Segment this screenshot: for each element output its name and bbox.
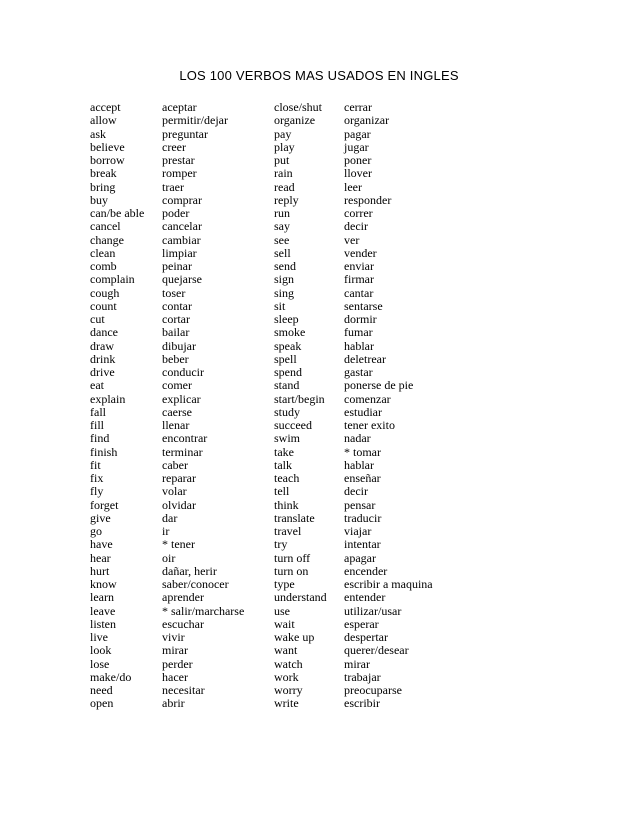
english-verb: work bbox=[274, 669, 299, 684]
spanish-translation: dormir bbox=[344, 312, 377, 326]
spanish-translation: escribir a maquina bbox=[344, 577, 433, 591]
spanish-verbs-column-2 bbox=[344, 101, 433, 711]
english-verb: clean bbox=[90, 245, 116, 260]
spanish-translation: llover bbox=[344, 166, 372, 181]
english-verb: live bbox=[90, 630, 108, 644]
spanish-translation: abrir bbox=[162, 696, 185, 711]
spanish-translation: intentar bbox=[344, 537, 381, 552]
english-verb: know bbox=[90, 577, 117, 591]
english-verb: hurt bbox=[90, 563, 110, 578]
spanish-translation: organizar bbox=[344, 113, 390, 128]
spanish-translation: escuchar bbox=[162, 616, 204, 631]
english-verb: speak bbox=[274, 338, 302, 353]
english-verb: buy bbox=[90, 192, 108, 207]
english-verb: explain bbox=[90, 391, 126, 406]
spanish-translation: romper bbox=[162, 166, 197, 181]
english-verb: cough bbox=[90, 285, 120, 300]
english-verb: find bbox=[90, 431, 110, 446]
spanish-translation: perder bbox=[162, 656, 193, 671]
english-verb: reply bbox=[274, 192, 299, 207]
english-verb: borrow bbox=[90, 153, 125, 167]
english-verb: succeed bbox=[274, 418, 312, 432]
english-verb: fit bbox=[90, 457, 101, 472]
spanish-translation: prestar bbox=[162, 153, 195, 167]
english-verb: sleep bbox=[274, 312, 299, 326]
spanish-translation: creer bbox=[162, 139, 186, 154]
spanish-translation: llenar bbox=[162, 418, 190, 432]
spanish-translation: tener exito bbox=[344, 418, 395, 432]
spanish-translation: despertar bbox=[344, 630, 388, 644]
spanish-translation: jugar bbox=[344, 139, 369, 154]
english-verb: complain bbox=[90, 272, 135, 287]
spanish-translation: * tomar bbox=[344, 444, 381, 459]
english-verbs-column-2 bbox=[274, 101, 327, 711]
spanish-translation: cortar bbox=[162, 312, 190, 326]
spanish-translation: preocuparse bbox=[344, 683, 402, 697]
english-verb: can/be able bbox=[90, 206, 145, 220]
spanish-translation: necesitar bbox=[162, 683, 205, 697]
english-verb: start/begin bbox=[274, 391, 325, 406]
spanish-translation: olvidar bbox=[162, 497, 196, 512]
spanish-translation: comer bbox=[162, 378, 192, 393]
english-verb: sit bbox=[274, 298, 286, 313]
spanish-translation: deletrear bbox=[344, 351, 386, 366]
spanish-translation: terminar bbox=[162, 444, 203, 459]
spanish-translation: enviar bbox=[344, 259, 374, 273]
spanish-translation: toser bbox=[162, 285, 186, 300]
english-verb: sing bbox=[274, 285, 295, 300]
english-verb: play bbox=[274, 139, 295, 154]
english-verb: drive bbox=[90, 365, 115, 379]
spanish-translation: * tener bbox=[162, 537, 195, 552]
english-verb: worry bbox=[274, 683, 303, 697]
english-verb: watch bbox=[274, 656, 303, 671]
spanish-translation: hablar bbox=[344, 457, 374, 472]
english-verb: have bbox=[90, 537, 113, 552]
spanish-translation: quejarse bbox=[162, 272, 202, 287]
english-verb: see bbox=[274, 232, 290, 247]
english-verb: understand bbox=[274, 590, 327, 605]
english-verb: lose bbox=[90, 656, 110, 671]
english-verb: cancel bbox=[90, 219, 121, 234]
english-verb: finish bbox=[90, 444, 118, 459]
spanish-translation: entender bbox=[344, 590, 386, 605]
spanish-translation: trabajar bbox=[344, 669, 381, 684]
english-verb: sell bbox=[274, 245, 291, 260]
english-verb: travel bbox=[274, 524, 302, 538]
english-verb: organize bbox=[274, 113, 316, 128]
spanish-translation: vender bbox=[344, 245, 377, 260]
english-verb: put bbox=[274, 153, 290, 167]
spanish-translation: pagar bbox=[344, 126, 371, 141]
english-verb: open bbox=[90, 696, 114, 711]
spanish-translation: contar bbox=[162, 298, 192, 313]
english-verb: swim bbox=[274, 431, 301, 446]
english-verb: drink bbox=[90, 351, 116, 366]
spanish-translation: dañar, herir bbox=[162, 563, 217, 578]
english-verb: turn off bbox=[274, 550, 311, 565]
english-verb: think bbox=[274, 497, 299, 512]
spanish-translation: enseñar bbox=[344, 471, 381, 485]
english-verb: smoke bbox=[274, 325, 306, 340]
spanish-translation: esperar bbox=[344, 616, 379, 631]
english-verb: ask bbox=[90, 126, 106, 141]
english-verb: try bbox=[274, 537, 288, 552]
spanish-translation: caerse bbox=[162, 404, 192, 419]
spanish-translation: saber/conocer bbox=[162, 577, 229, 591]
spanish-translation: traducir bbox=[344, 510, 382, 525]
english-verb: stand bbox=[274, 378, 300, 393]
english-verb: fill bbox=[90, 418, 104, 432]
spanish-translation: beber bbox=[162, 351, 189, 366]
spanish-translation: gastar bbox=[344, 365, 373, 379]
spanish-translation: dar bbox=[162, 510, 178, 525]
english-verb: wait bbox=[274, 616, 295, 631]
spanish-translation: cambiar bbox=[162, 232, 201, 247]
spanish-translation: apagar bbox=[344, 550, 376, 565]
spanish-translation: escribir bbox=[344, 696, 380, 711]
english-verb: change bbox=[90, 232, 124, 247]
spanish-translation: * salir/marcharse bbox=[162, 603, 245, 618]
spanish-translation: viajar bbox=[344, 524, 372, 538]
spanish-translation: mirar bbox=[344, 656, 370, 671]
spanish-translation: caber bbox=[162, 457, 188, 472]
english-verb: leave bbox=[90, 603, 116, 618]
spanish-translation: reparar bbox=[162, 471, 196, 485]
spanish-translation: encender bbox=[344, 563, 388, 578]
english-verbs-column-1 bbox=[90, 101, 144, 711]
english-verb: dance bbox=[90, 325, 118, 340]
spanish-translation: conducir bbox=[162, 365, 204, 379]
english-verb: teach bbox=[274, 471, 300, 485]
english-verb: close/shut bbox=[274, 100, 322, 114]
spanish-translation: comprar bbox=[162, 192, 202, 207]
spanish-translation: dibujar bbox=[162, 338, 196, 353]
english-verb: rain bbox=[274, 166, 293, 181]
spanish-translation: aprender bbox=[162, 590, 204, 605]
english-verb: study bbox=[274, 404, 301, 419]
spanish-translation: bailar bbox=[162, 325, 190, 340]
english-verb: tell bbox=[274, 484, 290, 499]
spanish-translation: fumar bbox=[344, 325, 373, 340]
spanish-translation: permitir/dejar bbox=[162, 113, 228, 128]
spanish-translation: estudiar bbox=[344, 404, 382, 419]
spanish-translation: oir bbox=[162, 550, 176, 565]
spanish-translation: utilizar/usar bbox=[344, 603, 402, 618]
english-verb: cut bbox=[90, 312, 105, 326]
english-verb: use bbox=[274, 603, 290, 618]
english-verb: want bbox=[274, 643, 298, 658]
english-verb: make/do bbox=[90, 669, 132, 684]
spanish-translation: firmar bbox=[344, 272, 374, 287]
english-verb: go bbox=[90, 524, 102, 538]
english-verb: break bbox=[90, 166, 117, 181]
spanish-translation: explicar bbox=[162, 391, 201, 406]
english-verb: need bbox=[90, 683, 113, 697]
spanish-translation: querer/desear bbox=[344, 643, 409, 658]
page-title: LOS 100 VERBOS MAS USADOS EN INGLES bbox=[179, 68, 459, 83]
english-verb: run bbox=[274, 206, 290, 220]
english-verb: type bbox=[274, 577, 295, 591]
spanish-translation: peinar bbox=[162, 259, 192, 273]
spanish-translation: encontrar bbox=[162, 431, 208, 446]
spanish-translation: ver bbox=[344, 232, 360, 247]
spanish-translation: responder bbox=[344, 192, 392, 207]
spanish-translation: cerrar bbox=[344, 100, 372, 114]
spanish-translation: leer bbox=[344, 179, 362, 194]
spanish-translation: nadar bbox=[344, 431, 371, 446]
english-verb: take bbox=[274, 444, 294, 459]
english-verb: wake up bbox=[274, 630, 315, 644]
english-verb: listen bbox=[90, 616, 116, 631]
english-verb: fall bbox=[90, 404, 106, 419]
english-verb: give bbox=[90, 510, 111, 525]
spanish-translation: sentarse bbox=[344, 298, 383, 313]
english-verb: look bbox=[90, 643, 112, 658]
spanish-translation: comenzar bbox=[344, 391, 391, 406]
english-verb: fly bbox=[90, 484, 104, 499]
english-verb: fix bbox=[90, 471, 104, 485]
english-verb: forget bbox=[90, 497, 119, 512]
english-verb: allow bbox=[90, 113, 117, 128]
spanish-translation: hacer bbox=[162, 669, 188, 684]
spanish-translation: pensar bbox=[344, 497, 376, 512]
spanish-translation: preguntar bbox=[162, 126, 208, 141]
english-verb: learn bbox=[90, 590, 114, 605]
english-verb: turn on bbox=[274, 563, 309, 578]
spanish-translation: vivir bbox=[162, 630, 185, 644]
spanish-translation: hablar bbox=[344, 338, 374, 353]
spanish-translation: decir bbox=[344, 219, 368, 234]
english-verb: comb bbox=[90, 259, 117, 273]
spanish-translation: mirar bbox=[162, 643, 188, 658]
spanish-translation: correr bbox=[344, 206, 373, 220]
english-verb: eat bbox=[90, 378, 104, 393]
spanish-translation: poner bbox=[344, 153, 372, 167]
english-verb: write bbox=[274, 696, 299, 711]
english-verb: translate bbox=[274, 510, 315, 525]
english-verb: spell bbox=[274, 351, 297, 366]
english-verb: bring bbox=[90, 179, 116, 194]
english-verb: talk bbox=[274, 457, 292, 472]
english-verb: draw bbox=[90, 338, 114, 353]
english-verb: count bbox=[90, 298, 117, 313]
spanish-translation: aceptar bbox=[162, 100, 197, 114]
english-verb: believe bbox=[90, 139, 125, 154]
english-verb: accept bbox=[90, 100, 121, 114]
english-verb: hear bbox=[90, 550, 111, 565]
english-verb: say bbox=[274, 219, 290, 234]
spanish-translation: decir bbox=[344, 484, 368, 499]
spanish-translation: traer bbox=[162, 179, 184, 194]
spanish-translation: limpiar bbox=[162, 245, 197, 260]
english-verb: sign bbox=[274, 272, 295, 287]
spanish-translation: cantar bbox=[344, 285, 374, 300]
spanish-verbs-column-1 bbox=[162, 101, 244, 711]
english-verb: read bbox=[274, 179, 295, 194]
spanish-translation: ponerse de pie bbox=[344, 378, 414, 393]
english-verb: spend bbox=[274, 365, 302, 379]
spanish-translation: poder bbox=[162, 206, 190, 220]
spanish-translation: ir bbox=[162, 524, 170, 538]
spanish-translation: cancelar bbox=[162, 219, 202, 234]
english-verb: send bbox=[274, 259, 296, 273]
english-verb: pay bbox=[274, 126, 292, 141]
spanish-translation: volar bbox=[162, 484, 187, 499]
